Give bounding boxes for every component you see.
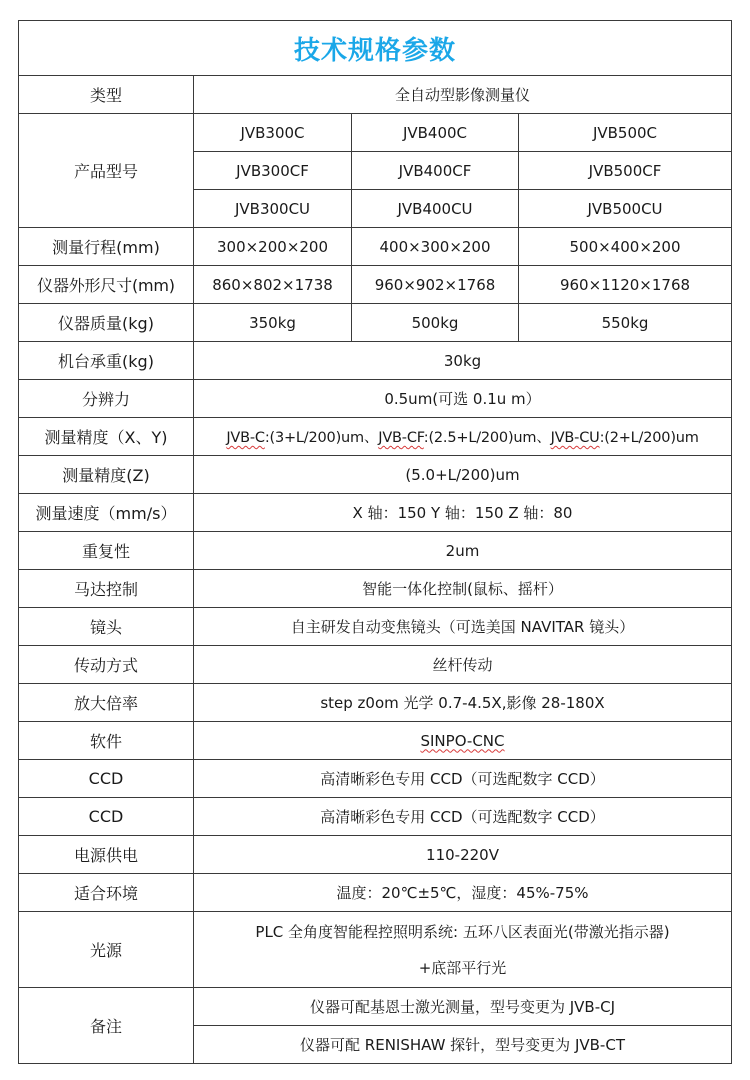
environment-value: 温度：20℃±5℃，湿度：45%-75% xyxy=(194,874,732,912)
accuracy-xy-value xyxy=(194,418,732,456)
load-value: 30kg xyxy=(194,342,732,380)
drive-label: 传动方式 xyxy=(19,646,194,684)
travel-value: 500×400×200 xyxy=(519,228,732,266)
ccd-value: 高清晰彩色专用 CCD（可选配数字 CCD） xyxy=(194,798,732,836)
environment-row xyxy=(19,874,732,912)
travel-label: 测量行程(mm) xyxy=(19,228,194,266)
model-cell: JVB500C xyxy=(519,114,732,152)
accuracy-z-value: (5.0+L/200)um xyxy=(194,456,732,494)
magnification-label: 放大倍率 xyxy=(19,684,194,722)
motor-label: 马达控制 xyxy=(19,570,194,608)
model-cell: JVB300CF xyxy=(194,152,352,190)
model-cell: JVB300CU xyxy=(194,190,352,228)
lens-label: 镜头 xyxy=(19,608,194,646)
resolution-value: 0.5um(可选 0.1u m） xyxy=(194,380,732,418)
model-code: JVB-C xyxy=(226,430,265,446)
load-label: 机台承重(kg) xyxy=(19,342,194,380)
type-value: 全自动型影像测量仪 xyxy=(194,76,732,114)
repeatability-value: 2um xyxy=(194,532,732,570)
load-row xyxy=(19,342,732,380)
ccd-label: CCD xyxy=(19,760,194,798)
dimension-row xyxy=(19,266,732,304)
travel-value: 400×300×200 xyxy=(352,228,519,266)
model-cell: JVB500CU xyxy=(519,190,732,228)
motor-row xyxy=(19,570,732,608)
model-row-1 xyxy=(19,114,732,152)
spec-table xyxy=(18,20,732,1064)
travel-value: 300×200×200 xyxy=(194,228,352,266)
lens-row xyxy=(19,608,732,646)
drive-value: 丝杆传动 xyxy=(194,646,732,684)
model-code: JVB-CU xyxy=(550,430,600,446)
accuracy-text: :(2.5+L/200)um、 xyxy=(423,430,551,446)
drive-row xyxy=(19,646,732,684)
power-label: 电源供电 xyxy=(19,836,194,874)
accuracy-xy-row xyxy=(19,418,732,456)
ccd-row xyxy=(19,760,732,798)
power-row xyxy=(19,836,732,874)
accuracy-z-row xyxy=(19,456,732,494)
ccd-value: 高清晰彩色专用 CCD（可选配数字 CCD） xyxy=(194,760,732,798)
model-cell: JVB300C xyxy=(194,114,352,152)
software-value xyxy=(194,722,732,760)
model-cell: JVB400CF xyxy=(352,152,519,190)
dimension-value: 960×1120×1768 xyxy=(519,266,732,304)
dimension-value: 860×802×1738 xyxy=(194,266,352,304)
title-row xyxy=(19,21,732,76)
notes-label: 备注 xyxy=(19,988,194,1064)
note-1: 仪器可配基恩士激光测量，型号变更为 JVB-CJ xyxy=(194,988,732,1026)
accuracy-text: :(3+L/200)um、 xyxy=(264,430,379,446)
weight-label: 仪器质量(kg) xyxy=(19,304,194,342)
light-line-1: PLC 全角度智能程控照明系统: 五环八区表面光(带激光指示器) xyxy=(255,922,670,941)
light-label: 光源 xyxy=(19,912,194,988)
accuracy-z-label: 测量精度(Z) xyxy=(19,456,194,494)
travel-row xyxy=(19,228,732,266)
notes-row-1 xyxy=(19,988,732,1026)
software-name: SINPO-CNC xyxy=(420,731,505,750)
model-cell: JVB500CF xyxy=(519,152,732,190)
weight-row xyxy=(19,304,732,342)
accuracy-text: :(2+L/200)um xyxy=(599,430,699,446)
ccd-row xyxy=(19,798,732,836)
dimension-value: 960×902×1768 xyxy=(352,266,519,304)
spec-sheet xyxy=(18,20,731,1064)
resolution-row xyxy=(19,380,732,418)
note-2: 仪器可配 RENISHAW 探针，型号变更为 JVB-CT xyxy=(194,1026,732,1064)
ccd-label: CCD xyxy=(19,798,194,836)
model-code: JVB-CF xyxy=(378,430,424,446)
software-label: 软件 xyxy=(19,722,194,760)
lens-value: 自主研发自动变焦镜头（可选美国 NAVITAR 镜头） xyxy=(194,608,732,646)
type-row xyxy=(19,76,732,114)
model-label: 产品型号 xyxy=(19,114,194,228)
light-row xyxy=(19,912,732,988)
dimension-label: 仪器外形尺寸(mm) xyxy=(19,266,194,304)
software-row xyxy=(19,722,732,760)
power-value: 110-220V xyxy=(194,836,732,874)
model-cell: JVB400C xyxy=(352,114,519,152)
type-label: 类型 xyxy=(19,76,194,114)
accuracy-xy-label: 测量精度（X、Y) xyxy=(19,418,194,456)
weight-value: 350kg xyxy=(194,304,352,342)
light-line-2: +底部平行光 xyxy=(418,958,507,977)
model-cell: JVB400CU xyxy=(352,190,519,228)
magnification-row xyxy=(19,684,732,722)
environment-label: 适合环境 xyxy=(19,874,194,912)
speed-value: X 轴：150 Y 轴：150 Z 轴：80 xyxy=(194,494,732,532)
repeatability-row xyxy=(19,532,732,570)
repeatability-label: 重复性 xyxy=(19,532,194,570)
speed-label: 测量速度（mm/s） xyxy=(19,494,194,532)
magnification-value: step z0om 光学 0.7-4.5X,影像 28-180X xyxy=(194,684,732,722)
motor-value: 智能一体化控制(鼠标、摇杆） xyxy=(194,570,732,608)
light-value xyxy=(194,912,732,988)
weight-value: 550kg xyxy=(519,304,732,342)
resolution-label: 分辨力 xyxy=(19,380,194,418)
page-title: 技术规格参数 xyxy=(19,21,732,76)
weight-value: 500kg xyxy=(352,304,519,342)
speed-row xyxy=(19,494,732,532)
